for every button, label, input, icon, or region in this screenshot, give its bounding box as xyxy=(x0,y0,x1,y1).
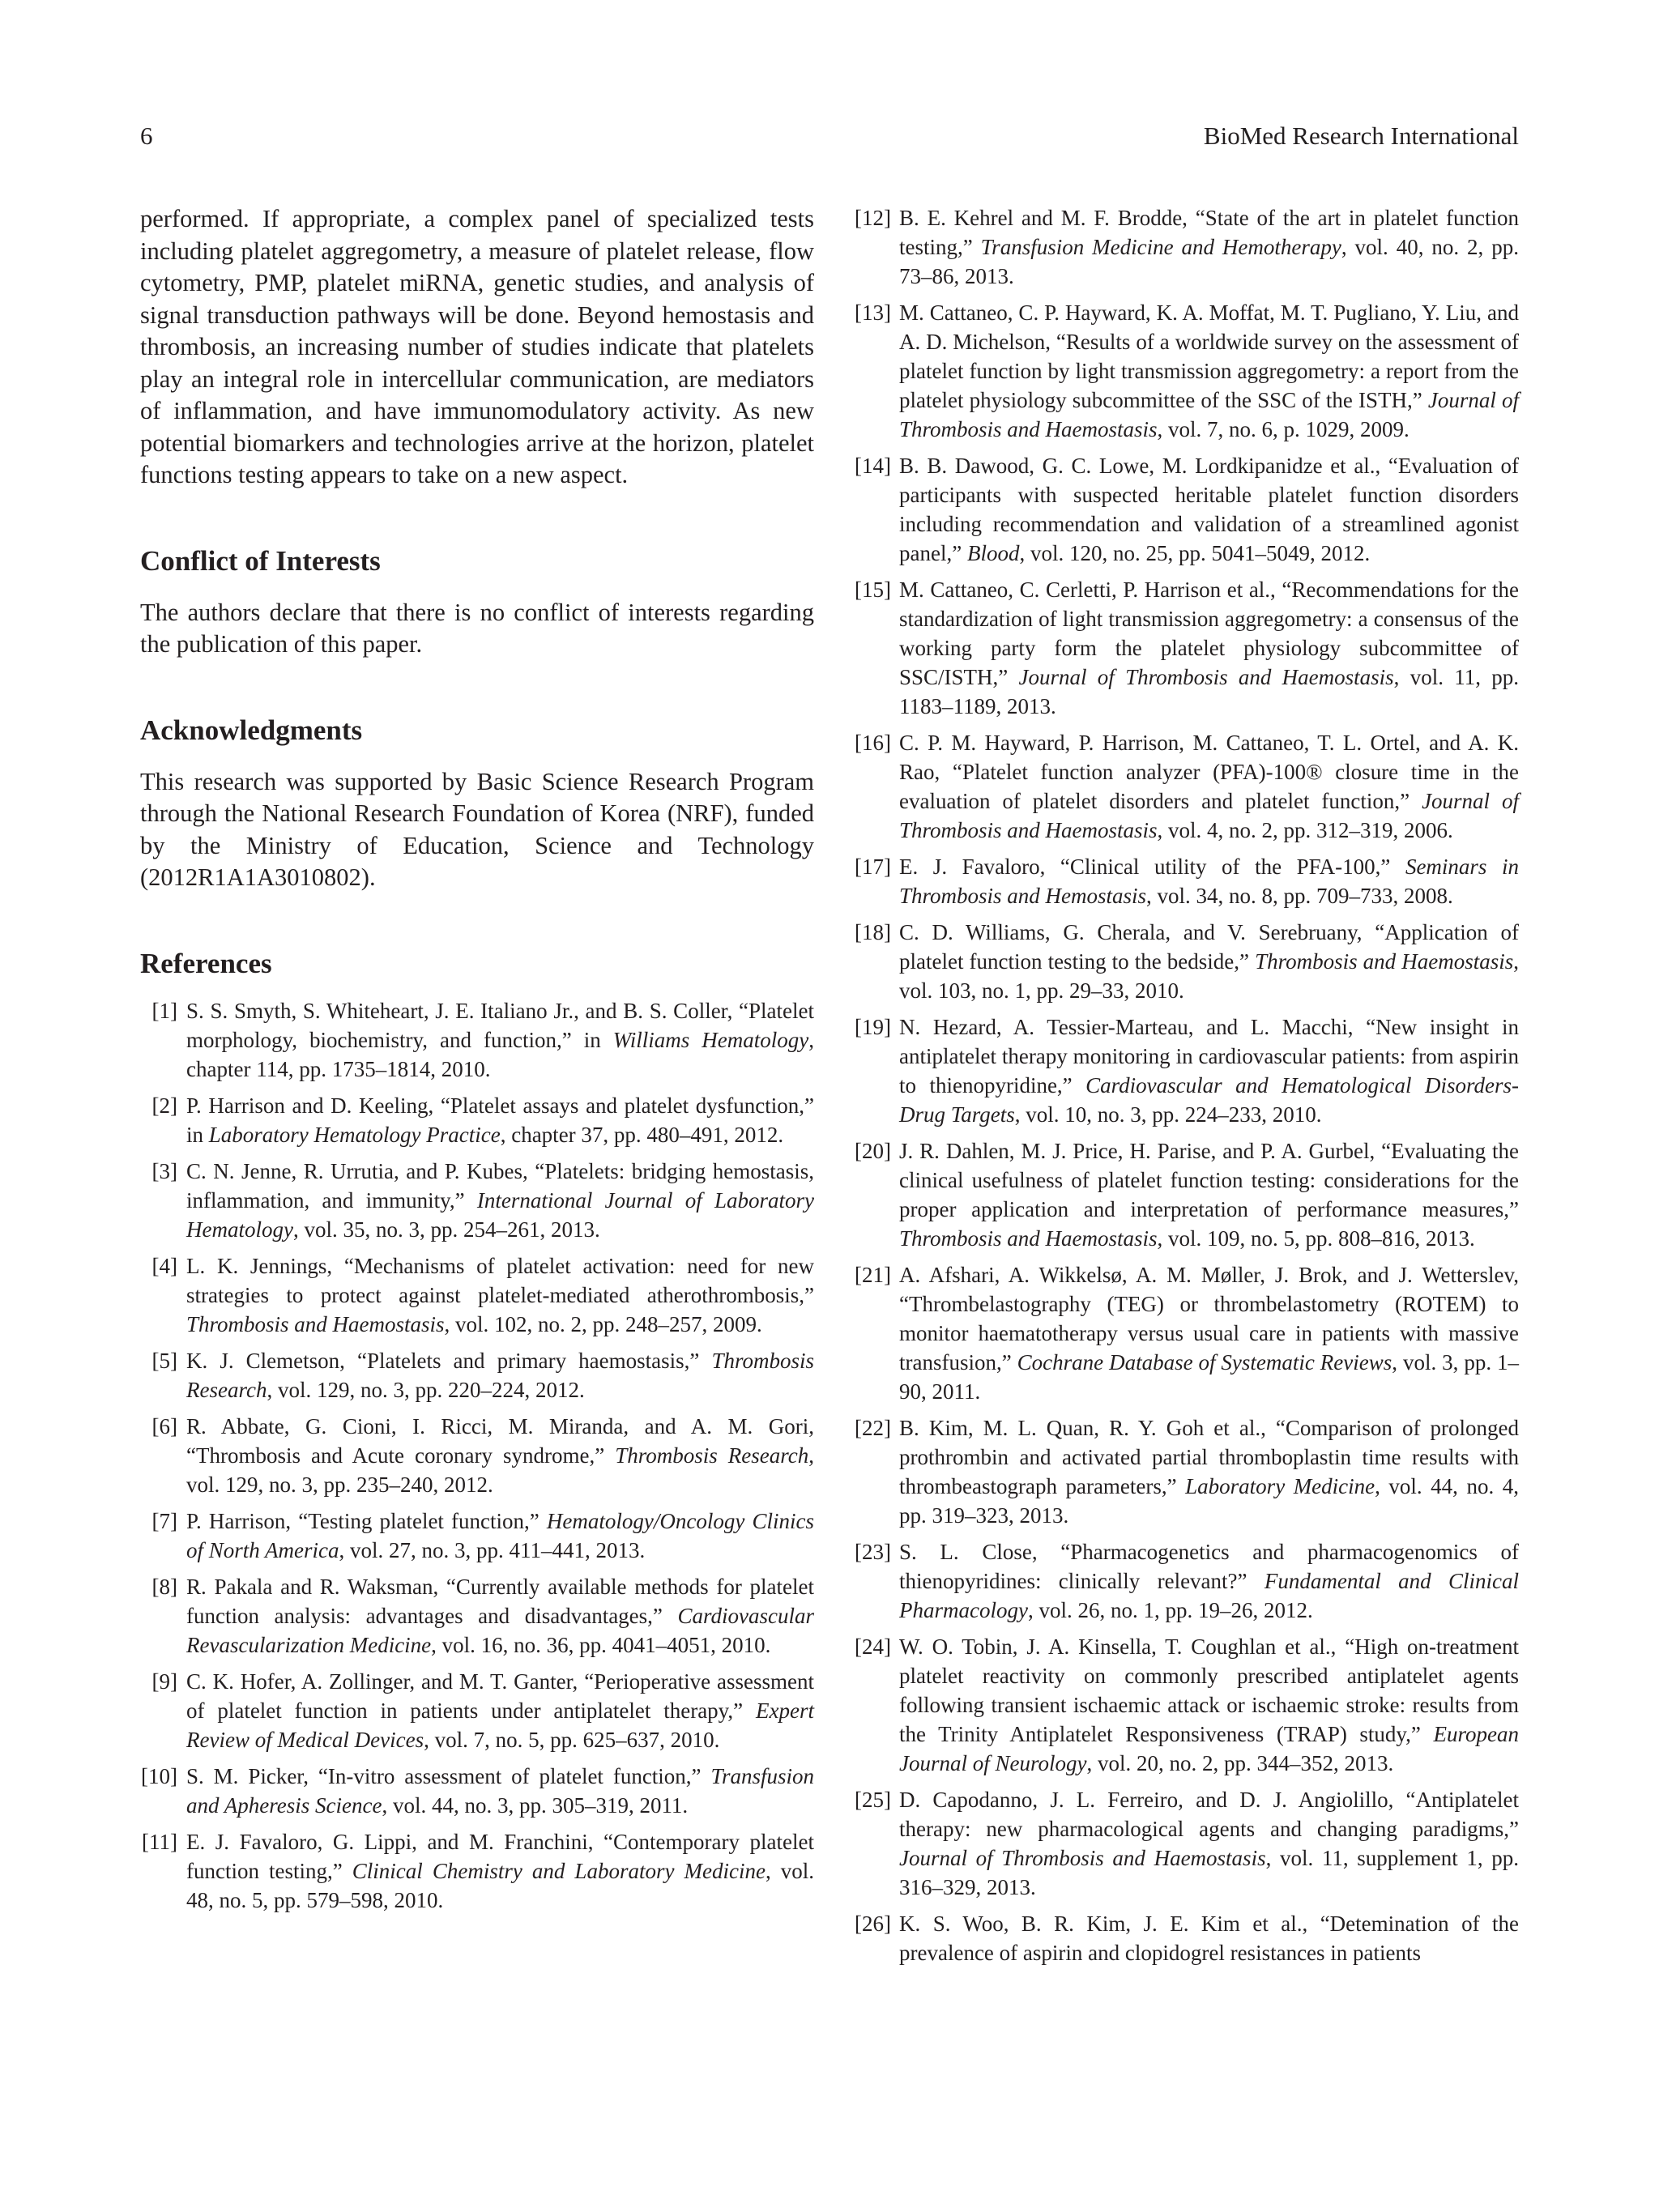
reference-source: Laboratory Medicine xyxy=(1185,1474,1375,1498)
reference-authors-title: E. J. Favaloro, G. Lippi, and M. Franchini, “Contemporary platelet function testing,” xyxy=(186,1829,814,1883)
reference-source: Thrombosis Research xyxy=(615,1443,809,1468)
reference-details: , vol. 129, no. 3, pp. 235–240, 2012. xyxy=(186,1443,814,1497)
reference-source: Transfusion and Apheresis Science xyxy=(186,1763,814,1818)
reference-item xyxy=(140,1827,814,1915)
reference-source: Journal of Thrombosis and Haemostasis xyxy=(1018,665,1394,689)
reference-details: , vol. 44, no. 3, pp. 305–319, 2011. xyxy=(382,1792,689,1818)
reference-item xyxy=(851,1136,1519,1253)
reference-authors-title: E. J. Favaloro, “Clinical utility of the PFA-100,” xyxy=(899,855,1405,879)
reference-source: Thrombosis and Haemostasis xyxy=(899,1226,1158,1251)
reference-item xyxy=(140,1251,814,1339)
reference-details: , chapter 114, pp. 1735–1814, 2010. xyxy=(186,1027,814,1081)
reference-authors-title: C. K. Hofer, A. Zollinger, and M. T. Ganter, “Perioperative assessment of platelet function in patients under antiplatelet therapy,” xyxy=(186,1669,814,1723)
reference-source: Journal of Thrombosis and Haemostasis xyxy=(899,789,1519,842)
reference-source: Cardiovascular Revascularization Medicine xyxy=(186,1603,814,1657)
reference-item xyxy=(851,1012,1519,1129)
reference-details: , vol. 120, no. 25, pp. 5041–5049, 2012. xyxy=(1019,541,1371,565)
reference-item xyxy=(851,1909,1519,1967)
reference-list-right xyxy=(851,203,1519,1967)
reference-details: , vol. 26, no. 1, pp. 19–26, 2012. xyxy=(1027,1598,1313,1622)
reference-source: Hematology/Oncology Clinics of North America xyxy=(186,1508,814,1562)
reference-item xyxy=(140,1572,814,1660)
reference-number: [17] xyxy=(855,855,891,879)
reference-item xyxy=(851,451,1519,568)
reference-source: Clinical Chemistry and Laboratory Medicine xyxy=(352,1858,766,1883)
reference-number: [21] xyxy=(855,1263,891,1287)
reference-number: [23] xyxy=(855,1540,891,1564)
reference-item xyxy=(851,1632,1519,1778)
reference-authors-title: P. Harrison, “Testing platelet function,” xyxy=(186,1508,547,1533)
reference-item xyxy=(140,1507,814,1565)
reference-source: European Journal of Neurology xyxy=(899,1722,1519,1775)
reference-number: [12] xyxy=(855,206,891,230)
reference-number: [16] xyxy=(855,731,891,755)
reference-number: [4] xyxy=(151,1253,177,1278)
reference-authors-title: L. K. Jennings, “Mechanisms of platelet activation: need for new strategies to protect against platelet-mediated atherothrombosis,” xyxy=(186,1253,814,1307)
reference-authors-title: B. E. Kehrel and M. F. Brodde, “State of the art in platelet function testing,” xyxy=(899,206,1519,259)
reference-source: Thrombosis Research xyxy=(186,1348,814,1402)
reference-source: Williams Hematology xyxy=(612,1027,809,1052)
reference-item xyxy=(140,1157,814,1244)
intro-paragraph: performed. If appropriate, a complex panel of specialized tests including platelet aggregometry, a measure of platelet release, flow cytometry, PMP, platelet miRNA, genetic studies, and analysis of signal transduction pathways will be done. Beyond hemostasis and thrombosis, an increasing number of studies indicate that platelets play an integral role in intercellular communication, are mediators of inflammation, and have immunomodulatory activity. As new potential biomarkers and technologies arrive at the horizon, platelet functions testing appears to take on a new aspect. xyxy=(140,205,814,488)
reference-item xyxy=(140,1412,814,1499)
reference-details: , vol. 129, no. 3, pp. 220–224, 2012. xyxy=(267,1377,585,1402)
reference-details: , vol. 44, no. 4, pp. 319–323, 2013. xyxy=(899,1474,1519,1528)
reference-authors-title: M. Cattaneo, C. P. Hayward, K. A. Moffat, M. T. Pugliano, Y. Liu, and A. D. Michelson, “Results of a worldwide survey on the assessment of platelet function by light transmission aggregometry: a report from the platelet physiology subcommittee of the SSC of the ISTH,” xyxy=(899,300,1519,412)
reference-source: Laboratory Hematology Practice xyxy=(208,1122,501,1147)
reference-authors-title: B. B. Dawood, G. C. Lowe, M. Lordkipanidze et al., “Evaluation of participants with suspected heritable platelet function disorders including recommendation and validation of a streamlined agonist panel,” xyxy=(899,454,1519,565)
reference-number: [18] xyxy=(855,920,891,944)
reference-details: , vol. 3, pp. 1–90, 2011. xyxy=(899,1350,1519,1404)
reference-authors-title: S. L. Close, “Pharmacogenetics and pharmacogenomics of thienopyridines: clinically relevant?” xyxy=(899,1540,1519,1593)
reference-details: , vol. 4, no. 2, pp. 312–319, 2006. xyxy=(1157,818,1453,842)
reference-item xyxy=(851,1260,1519,1406)
reference-source: Thrombosis and Haemostasis xyxy=(186,1311,445,1336)
reference-authors-title: R. Abbate, G. Cioni, I. Ricci, M. Miranda, and A. M. Gori, “Thrombosis and Acute coronary syndrome,” xyxy=(186,1413,814,1468)
reference-authors-title: C. P. M. Hayward, P. Harrison, M. Cattaneo, T. L. Ortel, and A. K. Rao, “Platelet function analyzer (PFA)-100® closure time in the evaluation of platelet disorders and platelet function,” xyxy=(899,731,1519,813)
reference-source: Journal of Thrombosis and Haemostasis xyxy=(899,1846,1266,1870)
reference-item xyxy=(140,1762,814,1820)
reference-authors-title: W. O. Tobin, J. A. Kinsella, T. Coughlan et al., “High on-treatment platelet reactivity on commonly prescribed antiplatelet agents following transient ischaemic attack or ischaemic stroke: results from the Trinity Antiplatelet Responsiveness (TRAP) study,” xyxy=(899,1634,1519,1746)
reference-number: [19] xyxy=(855,1015,891,1039)
reference-source: International Journal of Laboratory Hematology xyxy=(186,1187,814,1242)
reference-number: [6] xyxy=(151,1413,177,1438)
reference-authors-title: S. S. Smyth, S. Whiteheart, J. E. Italiano Jr., and B. S. Coller, “Platelet morphology, biochemistry, and function,” in xyxy=(186,998,814,1052)
reference-number: [14] xyxy=(855,454,891,478)
acknowledgments-heading: Acknowledgments xyxy=(140,714,363,746)
reference-number: [20] xyxy=(855,1139,891,1163)
reference-details: , vol. 11, pp. 1183–1189, 2013. xyxy=(899,665,1519,718)
acknowledgments-text: This research was supported by Basic Science Research Program through the National Research Foundation of Korea (NRF), funded by the Ministry of Education, Science and Technology (2012R1A1A3010802). xyxy=(140,767,814,891)
reference-number: [15] xyxy=(855,578,891,602)
reference-number: [24] xyxy=(855,1634,891,1659)
reference-number: [1] xyxy=(151,998,177,1023)
reference-source: Seminars in Thrombosis and Hemostasis xyxy=(899,855,1519,908)
reference-authors-title: K. J. Clemetson, “Platelets and primary haemostasis,” xyxy=(186,1348,712,1373)
reference-source: Journal of Thrombosis and Haemostasis xyxy=(899,388,1519,441)
references-heading: References xyxy=(140,947,272,979)
reference-details: , vol. 40, no. 2, pp. 73–86, 2013. xyxy=(899,235,1519,288)
reference-item xyxy=(851,918,1519,1005)
reference-number: [25] xyxy=(855,1788,891,1812)
reference-item xyxy=(140,1667,814,1754)
reference-item xyxy=(851,575,1519,721)
reference-number: [8] xyxy=(151,1574,177,1599)
reference-source: Cochrane Database of Systematic Reviews xyxy=(1017,1350,1392,1375)
reference-number: [5] xyxy=(151,1348,177,1373)
reference-item xyxy=(851,298,1519,444)
reference-details: , vol. 10, no. 3, pp. 224–233, 2010. xyxy=(1014,1102,1322,1127)
reference-item xyxy=(851,1785,1519,1902)
reference-number: [9] xyxy=(151,1669,177,1694)
reference-details: , vol. 35, no. 3, pp. 254–261, 2013. xyxy=(292,1217,600,1242)
reference-number: [2] xyxy=(151,1093,177,1118)
reference-details: , vol. 7, no. 6, p. 1029, 2009. xyxy=(1157,417,1410,441)
reference-authors-title: M. Cattaneo, C. Cerletti, P. Harrison et al., “Recommendations for the standardization of light transmission aggregometry: a consensus of the working party form the platelet physiology subcommittee of SSC/ISTH,” xyxy=(899,578,1519,689)
reference-details: , vol. 102, no. 2, pp. 248–257, 2009. xyxy=(444,1311,762,1336)
reference-authors-title: P. Harrison and D. Keeling, “Platelet assays and platelet dysfunction,” in xyxy=(186,1093,814,1147)
reference-authors-title: B. Kim, M. L. Quan, R. Y. Goh et al., “Comparison of prolonged prothrombin and activated partial thromboplastin time results with thrombeastograph parameters,” xyxy=(899,1416,1519,1498)
reference-authors-title: D. Capodanno, J. L. Ferreiro, and D. J. Angiolillo, “Antiplatelet therapy: new pharmacological agents and changing paradigms,” xyxy=(899,1788,1519,1841)
reference-source: Expert Review of Medical Devices xyxy=(186,1698,814,1752)
page-number: 6 xyxy=(140,121,153,150)
reference-item xyxy=(140,1346,814,1404)
reference-source: Fundamental and Clinical Pharmacology xyxy=(899,1569,1519,1622)
reference-list-left xyxy=(140,996,814,1915)
conflict-text: The authors declare that there is no conflict of interests regarding the publication of this paper. xyxy=(140,598,814,658)
reference-number: [11] xyxy=(142,1829,177,1854)
reference-details: , vol. 109, no. 5, pp. 808–816, 2013. xyxy=(1157,1226,1475,1251)
reference-details: , vol. 27, no. 3, pp. 411–441, 2013. xyxy=(339,1537,646,1562)
reference-authors-title: R. Pakala and R. Waksman, “Currently available methods for platelet function analysis: advantages and disadvantages,” xyxy=(186,1574,814,1628)
reference-source: Transfusion Medicine and Hemotherapy xyxy=(980,235,1341,259)
reference-item xyxy=(851,728,1519,845)
reference-details: , vol. 34, no. 8, pp. 709–733, 2008. xyxy=(1146,884,1453,908)
reference-details: , vol. 20, no. 2, pp. 344–352, 2013. xyxy=(1086,1751,1394,1775)
left-column xyxy=(140,203,814,1922)
reference-number: [7] xyxy=(151,1508,177,1533)
reference-details: , vol. 48, no. 5, pp. 579–598, 2010. xyxy=(186,1858,814,1912)
reference-authors-title: N. Hezard, A. Tessier-Marteau, and L. Macchi, “New insight in antiplatelet therapy monitoring in cardiovascular patients: from aspirin to thienopyridine,” xyxy=(899,1015,1519,1097)
reference-source: Thrombosis and Haemostasis xyxy=(1255,949,1514,974)
reference-authors-title: J. R. Dahlen, M. J. Price, H. Parise, and P. A. Gurbel, “Evaluating the clinical usefulness of platelet function testing: considerations for the proper application and interpretation of performance measures,” xyxy=(899,1139,1519,1221)
reference-source: Cardiovascular and Hematological Disorders-Drug Targets xyxy=(899,1073,1520,1127)
reference-item xyxy=(851,852,1519,910)
reference-details: , chapter 37, pp. 480–491, 2012. xyxy=(500,1122,784,1147)
reference-source: Blood xyxy=(966,541,1020,565)
reference-item xyxy=(140,996,814,1084)
reference-authors-title: K. S. Woo, B. R. Kim, J. E. Kim et al., “Detemination of the prevalence of aspirin and clopidogrel resistances in patients xyxy=(899,1912,1519,1965)
reference-item xyxy=(851,1537,1519,1625)
reference-number: [13] xyxy=(855,300,891,325)
reference-details: , vol. 7, no. 5, pp. 625–637, 2010. xyxy=(424,1727,720,1752)
reference-item xyxy=(140,1091,814,1149)
reference-authors-title: C. N. Jenne, R. Urrutia, and P. Kubes, “Platelets: bridging hemostasis, inflammation, and immunity,” xyxy=(186,1158,814,1213)
reference-item xyxy=(851,203,1519,291)
reference-authors-title: S. M. Picker, “In-vitro assessment of platelet function,” xyxy=(186,1763,711,1788)
reference-authors-title: A. Afshari, A. Wikkelsø, A. M. Møller, J. Brok, and J. Wetterslev, “Thrombelastography (TEG) or thrombelastometry (ROTEM) to monitor haematotherapy versus usual care in patients with massive transfusion,” xyxy=(899,1263,1519,1375)
reference-number: [22] xyxy=(855,1416,891,1440)
reference-item xyxy=(851,1413,1519,1530)
reference-authors-title: C. D. Williams, G. Cherala, and V. Serebruany, “Application of platelet function testing to the bedside,” xyxy=(899,920,1519,974)
reference-details: , vol. 16, no. 36, pp. 4041–4051, 2010. xyxy=(431,1632,771,1657)
reference-details: , vol. 11, supplement 1, pp. 316–329, 2013. xyxy=(899,1846,1519,1899)
reference-number: [10] xyxy=(141,1763,177,1788)
reference-number: [3] xyxy=(151,1158,177,1183)
reference-number: [26] xyxy=(855,1912,891,1936)
reference-details: , vol. 103, no. 1, pp. 29–33, 2010. xyxy=(899,949,1519,1003)
conflict-heading: Conflict of Interests xyxy=(140,544,381,577)
journal-title: BioMed Research International xyxy=(1203,121,1519,150)
right-column xyxy=(851,203,1519,1975)
